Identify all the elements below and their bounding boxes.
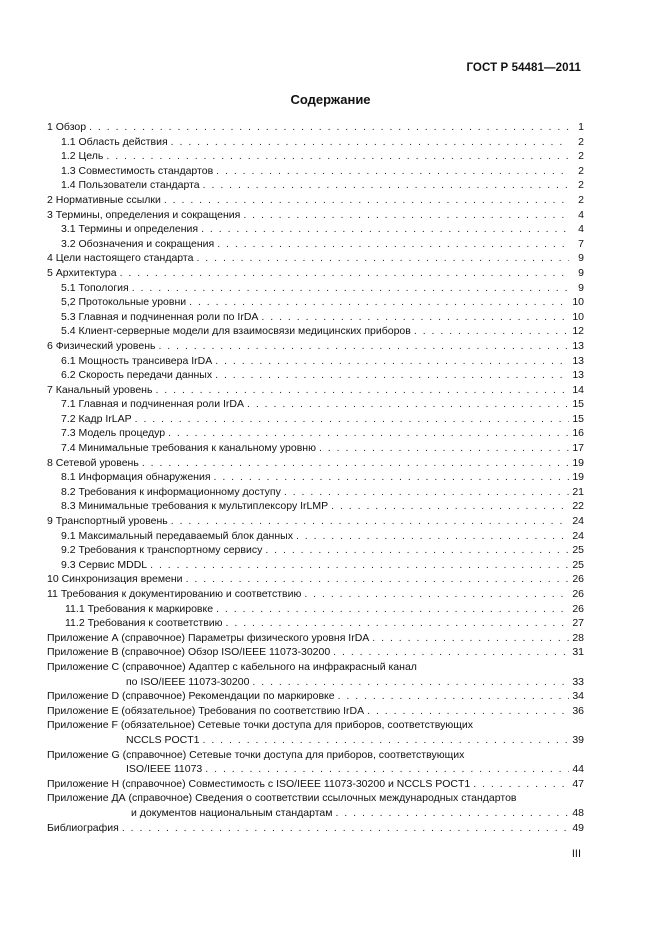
dot-leader — [304, 587, 569, 602]
toc-entry-title: 1.4 Пользователи стандарта — [61, 179, 200, 192]
toc-entry-title: Приложение А (справочное) Параметры физического уровня IrDA — [47, 631, 370, 644]
toc-entry-title: 2 Нормативные ссылки — [47, 193, 161, 206]
toc-entry-page: 2 — [578, 179, 584, 192]
toc-entry-title: 1.2 Цель — [61, 150, 104, 163]
toc-entry[interactable] — [47, 821, 584, 836]
toc-entry-page: 16 — [572, 427, 584, 440]
toc-entry[interactable] — [47, 470, 584, 485]
toc-entry-page: 15 — [572, 398, 584, 411]
dot-leader — [226, 616, 569, 631]
toc-entry-title: 7.2 Кадр IrLAP — [61, 412, 132, 425]
dot-leader — [319, 441, 569, 456]
toc-entry-page: 2 — [578, 135, 584, 148]
toc-entry-title: 3.2 Обозначения и сокращения — [61, 237, 215, 250]
toc-entry[interactable] — [47, 222, 584, 237]
toc-entry[interactable] — [47, 339, 584, 354]
toc-entry-page: 47 — [572, 777, 584, 790]
dot-leader — [132, 281, 569, 296]
toc-entry-title: и документов национальным стандартам — [131, 806, 333, 819]
toc-entry-page: 39 — [572, 733, 584, 746]
toc-entry[interactable] — [47, 485, 584, 500]
dot-leader — [135, 412, 569, 427]
toc-entry-title: 9.3 Сервис MDDL — [61, 558, 148, 571]
dot-leader — [243, 208, 569, 223]
dot-leader — [331, 499, 569, 514]
toc-entry-title: 5.4 Клиент-серверные модели для взаимосвязи медицинских приборов — [61, 325, 411, 338]
toc-entry-title: 1.3 Совместимость стандартов — [61, 164, 214, 177]
dot-leader — [252, 675, 569, 690]
toc-entry-page: 10 — [572, 296, 584, 309]
dot-leader — [106, 149, 569, 164]
toc-entry-page: 27 — [572, 617, 584, 630]
toc-entry-title-line1: Приложение F (обязательное) Сетевые точки доступа для приборов, соответствующих — [47, 719, 473, 732]
toc-entry-page: 25 — [572, 544, 584, 557]
toc-entry[interactable] — [47, 499, 584, 514]
toc-entry[interactable] — [47, 543, 584, 558]
dot-leader — [247, 397, 569, 412]
toc-entry[interactable] — [47, 251, 584, 266]
toc-entry-page: 13 — [572, 369, 584, 382]
toc-entry[interactable] — [47, 397, 584, 412]
toc-entry-page: 2 — [578, 164, 584, 177]
dot-leader — [414, 324, 569, 339]
toc-entry[interactable] — [47, 193, 584, 208]
toc-entry[interactable] — [47, 368, 584, 383]
toc-entry-page: 4 — [578, 208, 584, 221]
page-title: Содержание — [290, 92, 371, 107]
dot-leader — [203, 733, 569, 748]
toc-entry-title: 6 Физический уровень — [47, 339, 156, 352]
toc-entry[interactable] — [47, 631, 584, 646]
toc-entry-title: 5.1 Топология — [61, 281, 129, 294]
toc-entry-page: 10 — [572, 310, 584, 323]
toc-entry-title: 8.1 Информация обнаружения — [61, 471, 211, 484]
toc-entry[interactable] — [47, 675, 584, 690]
toc-entry[interactable] — [47, 733, 584, 748]
dot-leader — [164, 193, 569, 208]
dot-leader — [216, 164, 569, 179]
toc-entry[interactable] — [47, 310, 584, 325]
toc-entry-title: 5.3 Главная и подчиненная роли по IrDA — [61, 310, 259, 323]
toc-entry-title-line1: Приложение С (справочное) Адаптер с кабельного на инфракрасный канал — [47, 660, 417, 673]
toc-entry[interactable] — [47, 777, 584, 792]
toc-entry[interactable] — [47, 645, 584, 660]
dot-leader — [89, 120, 569, 135]
dot-leader — [214, 470, 569, 485]
toc-entry-title: 9.2 Требования к транспортному сервису — [61, 544, 263, 557]
toc-entry-title: Приложение D (справочное) Рекомендации по маркировке — [47, 690, 335, 703]
dot-leader — [261, 310, 569, 325]
toc-entry[interactable] — [47, 149, 584, 164]
toc-entry-title: NCCLS POCT1 — [126, 733, 200, 746]
dot-leader — [265, 543, 569, 558]
toc-entry-title: 5,2 Протокольные уровни — [61, 296, 187, 309]
toc-entry-page: 26 — [572, 588, 584, 600]
dot-leader — [367, 704, 569, 719]
dot-leader — [196, 251, 569, 266]
toc-entry-page: 25 — [572, 558, 584, 571]
document-code: ГОСТ Р 54481—2011 — [466, 62, 581, 74]
toc-entry[interactable] — [47, 266, 584, 281]
toc-entry-title: 11.2 Требования к соответствию — [65, 617, 223, 630]
toc-entry-title: по ISO/IEEE 11073-30200 — [126, 675, 250, 688]
toc-entry-page: 28 — [572, 631, 584, 644]
toc-entry-title: 1 Обзор — [47, 121, 87, 133]
dot-leader — [189, 295, 569, 310]
dot-leader — [372, 631, 569, 646]
toc-entry-page: 1 — [578, 121, 584, 133]
toc-entry-title: 8.2 Требования к информационному доступу — [61, 485, 281, 498]
dot-leader — [142, 456, 569, 471]
toc-entry-title: 7.3 Модель процедур — [61, 427, 166, 440]
toc-entry-page: 44 — [572, 763, 584, 776]
dot-leader — [473, 777, 569, 792]
table-of-contents — [47, 120, 584, 835]
toc-entry-title: Приложение В (справочное) Обзор ISO/IEEE 11073-30200 — [47, 646, 331, 659]
toc-entry-title: 5 Архитектура — [47, 266, 117, 279]
toc-entry-page: 33 — [572, 675, 584, 688]
toc-entry[interactable] — [47, 441, 584, 456]
toc-entry[interactable] — [47, 208, 584, 223]
dot-leader — [215, 354, 569, 369]
toc-entry[interactable] — [47, 383, 584, 398]
dot-leader — [158, 339, 569, 354]
toc-entry-page: 13 — [572, 339, 584, 352]
dot-leader — [171, 514, 569, 529]
toc-entry[interactable] — [47, 616, 584, 631]
toc-entry-title: 9.1 Максимальный передаваемый блок данных — [61, 529, 293, 542]
dot-leader — [333, 645, 569, 660]
toc-entry-title: Приложение Е (обязательное) Требования по соответствию IrDA — [47, 704, 365, 717]
toc-entry-title-line1: Приложение G (справочное) Сетевые точки доступа для приборов, соответствующих — [47, 748, 465, 761]
toc-entry-page: 7 — [578, 237, 584, 250]
toc-entry-title: 4 Цели настоящего стандарта — [47, 252, 194, 265]
toc-entry-page: 19 — [572, 471, 584, 484]
dot-leader — [217, 237, 569, 252]
toc-entry-page: 24 — [572, 529, 584, 542]
toc-entry-title: 6.1 Мощность трансивера IrDA — [61, 354, 213, 367]
toc-entry-page: 22 — [572, 500, 584, 513]
toc-entry-page: 4 — [578, 223, 584, 236]
toc-entry-page: 15 — [572, 412, 584, 425]
toc-entry-title: Приложение Н (справочное) Совместимость с ISO/IEEE 11073-30200 и NCCLS POCT1 — [47, 777, 471, 790]
toc-entry[interactable] — [47, 529, 584, 544]
toc-entry-page: 34 — [572, 690, 584, 703]
toc-entry[interactable] — [47, 120, 584, 135]
toc-entry[interactable] — [47, 281, 584, 296]
toc-entry-title: Библиография — [47, 821, 119, 834]
toc-entry-title: 6.2 Скорость передачи данных — [61, 369, 213, 382]
dot-leader — [186, 572, 569, 587]
toc-entry-page: 13 — [572, 354, 584, 367]
toc-entry[interactable] — [47, 514, 584, 529]
toc-entry[interactable] — [47, 602, 584, 617]
toc-entry-title: 1.1 Область действия — [61, 135, 168, 148]
toc-entry-page: 17 — [572, 442, 584, 455]
dot-leader — [296, 529, 569, 544]
toc-entry-title: 9 Транспортный уровень — [47, 515, 168, 528]
toc-entry-page: 12 — [572, 325, 584, 338]
page-number: III — [571, 848, 581, 860]
toc-entry-title: 8 Сетевой уровень — [47, 456, 139, 469]
toc-entry[interactable] — [47, 354, 584, 369]
toc-entry[interactable] — [47, 558, 584, 573]
toc-entry[interactable] — [47, 689, 584, 704]
toc-entry-title: 7.4 Минимальные требования к канальному уровню — [61, 442, 316, 455]
toc-entry[interactable] — [47, 806, 584, 821]
toc-entry-page: 19 — [572, 456, 584, 469]
dot-leader — [120, 266, 569, 281]
toc-entry-page: 24 — [572, 515, 584, 528]
toc-entry-page: 9 — [578, 252, 584, 265]
toc-entry-page: 14 — [572, 383, 584, 396]
toc-entry[interactable] — [47, 135, 584, 150]
toc-entry-title: 3.1 Термины и определения — [61, 223, 199, 236]
toc-entry-page: 36 — [572, 704, 584, 717]
toc-entry-title: 11 Требования к документированию и соответствию — [47, 588, 302, 600]
toc-entry-title: 7.1 Главная и подчиненная роли IrDA — [61, 398, 244, 411]
toc-entry[interactable] — [47, 412, 584, 427]
toc-entry-title-line1: Приложение ДА (справочное) Сведения о соответствии ссылочных международных стандартов — [47, 792, 517, 805]
toc-entry-title: 8.3 Минимальные требования к мультиплексору IrLMP — [61, 500, 329, 513]
dot-leader — [203, 178, 569, 193]
toc-entry[interactable] — [47, 587, 584, 602]
toc-entry-page: 49 — [572, 821, 584, 834]
toc-entry-page: 2 — [578, 150, 584, 163]
toc-entry-title: 11.1 Требования к маркировке — [65, 602, 214, 615]
toc-entry-page: 48 — [572, 806, 584, 819]
toc-entry[interactable] — [47, 178, 584, 193]
dot-leader — [168, 426, 569, 441]
dot-leader — [284, 485, 569, 500]
dot-leader — [171, 135, 569, 150]
toc-entry-page: 26 — [572, 602, 584, 615]
dot-leader — [215, 368, 569, 383]
toc-entry[interactable] — [47, 164, 584, 179]
toc-entry[interactable] — [47, 456, 584, 471]
toc-entry-page: 26 — [572, 573, 584, 586]
toc-entry-page: 31 — [572, 646, 584, 659]
toc-entry[interactable] — [47, 572, 584, 587]
dot-leader — [122, 821, 569, 836]
dot-leader — [155, 383, 569, 398]
dot-leader — [150, 558, 569, 573]
toc-entry[interactable] — [47, 237, 584, 252]
toc-entry-title: 10 Синхронизация времени — [47, 573, 183, 586]
dot-leader — [335, 806, 569, 821]
toc-entry-title: ISO/IEEE 11073 — [126, 763, 203, 776]
toc-entry-page: 9 — [578, 266, 584, 279]
toc-entry-page: 9 — [578, 281, 584, 294]
toc-entry-page: 21 — [572, 485, 584, 498]
dot-leader — [201, 222, 569, 237]
toc-entry-page: 2 — [578, 193, 584, 206]
dot-leader — [205, 762, 569, 777]
toc-entry-title: 7 Канальный уровень — [47, 383, 153, 396]
toc-entry[interactable] — [47, 324, 584, 339]
toc-entry[interactable] — [47, 295, 584, 310]
toc-entry[interactable] — [47, 704, 584, 719]
toc-entry-title: 3 Термины, определения и сокращения — [47, 208, 241, 221]
toc-entry[interactable] — [47, 426, 584, 441]
toc-entry[interactable] — [47, 762, 584, 777]
dot-leader — [338, 689, 569, 704]
dot-leader — [216, 602, 569, 617]
